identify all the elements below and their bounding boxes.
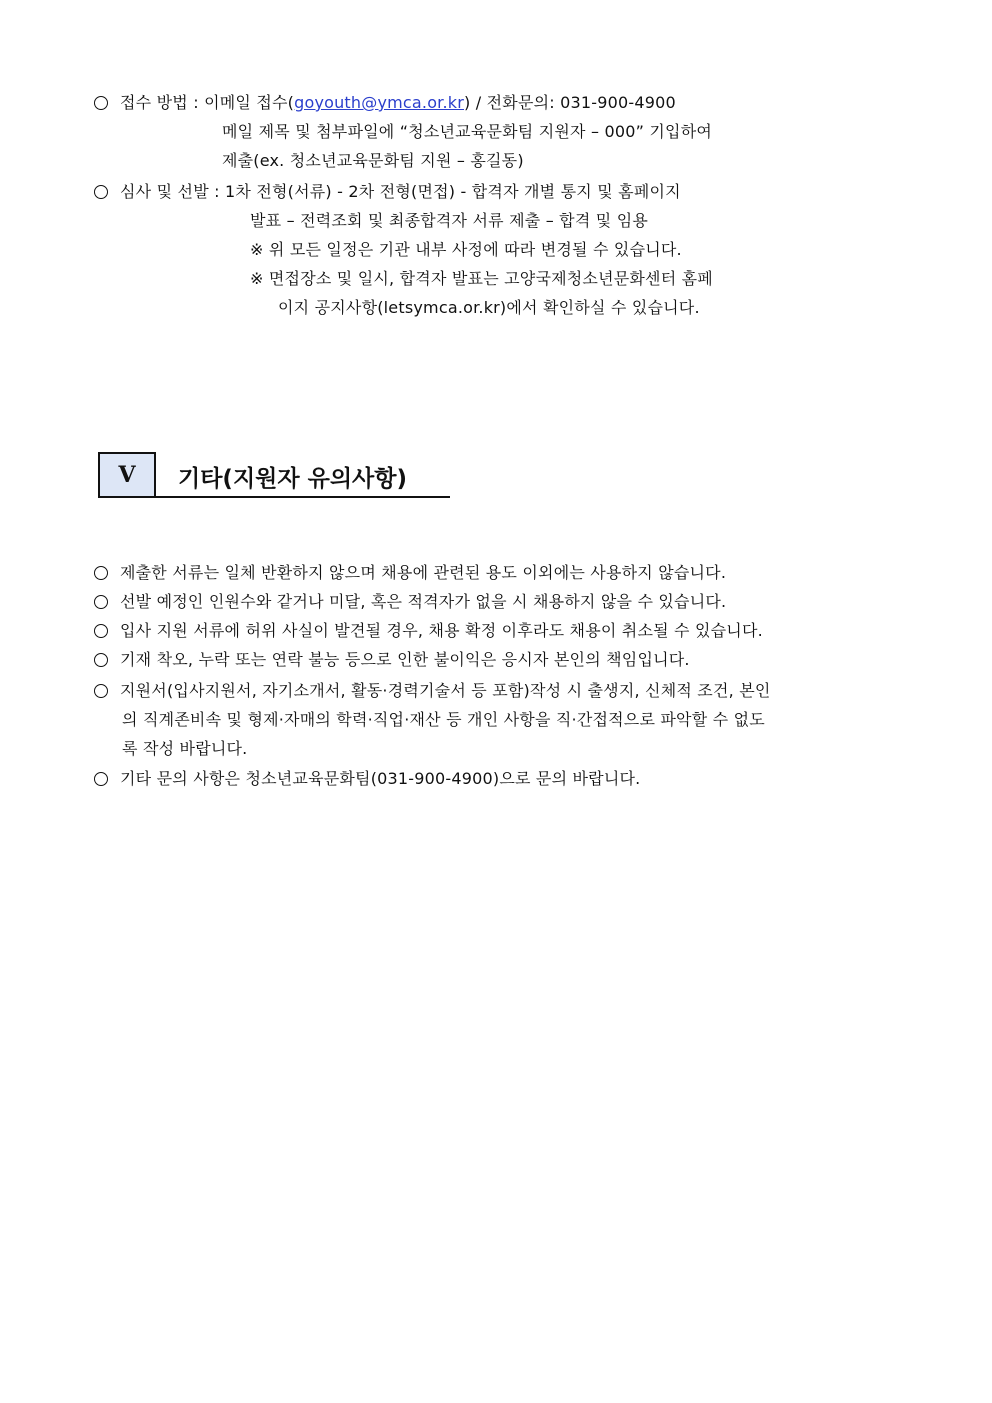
list-item: 선발 예정인 인원수와 같거나 미달, 혹은 적격자가 없을 시 채용하지 않을 수 있습니다.	[94, 591, 726, 613]
circle-bullet-icon	[94, 624, 108, 638]
section-underline	[156, 496, 450, 498]
intake-line-2: 메일 제목 및 첨부파일에 “청소년교육문화팀 지원자 – 000” 기입하여	[222, 122, 713, 141]
circle-bullet-icon	[94, 185, 108, 199]
section-title: 기타(지원자 유의사항)	[178, 466, 407, 492]
circle-bullet-icon	[94, 566, 108, 580]
list-item: 기재 착오, 누락 또는 연락 불능 등으로 인한 불이익은 응시자 본인의 책임입니다.	[94, 649, 690, 671]
section-number: V	[118, 462, 136, 488]
circle-bullet-icon	[94, 595, 108, 609]
announcement-note-1: ※ 면접장소 및 일시, 합격자 발표는 고양국제청소년문화센터 홈페	[250, 269, 713, 288]
intake-method-line	[94, 92, 676, 114]
list-item-continuation: 록 작성 바랍니다.	[122, 739, 248, 758]
circle-bullet-icon	[94, 772, 108, 786]
screening-line-1	[94, 181, 681, 203]
intake-phone: ) / 전화문의: 031-900-4900	[464, 93, 676, 112]
list-item: 기타 문의 사항은 청소년교육문화팀(031-900-4900)으로 문의 바랍니다.	[94, 768, 640, 790]
circle-bullet-icon	[94, 684, 108, 698]
section-number-box	[98, 452, 156, 498]
list-item: 입사 지원 서류에 허위 사실이 발견될 경우, 채용 확정 이후라도 채용이 취소될 수 있습니다.	[94, 620, 763, 642]
circle-bullet-icon	[94, 653, 108, 667]
intake-line-3: 제출(ex. 청소년교육문화팀 지원 – 홍길동)	[222, 151, 524, 170]
list-item: 지원서(입사지원서, 자기소개서, 활동·경력기술서 등 포함)작성 시 출생지, 신체적 조건, 본인	[94, 680, 771, 702]
screening-line-2: 발표 – 전력조회 및 최종합격자 서류 제출 – 합격 및 임용	[250, 211, 649, 230]
email-link[interactable]: goyouth@ymca.or.kr	[294, 93, 465, 112]
circle-bullet-icon	[94, 96, 108, 110]
screening-text: 심사 및 선발 : 1차 전형(서류) - 2차 전형(면접) - 합격자 개별 통지 및 홈페이지	[120, 182, 681, 201]
intake-label: 접수 방법 : 이메일 접수(	[120, 93, 295, 112]
announcement-note-2: 이지 공지사항(letsymca.or.kr)에서 확인하실 수 있습니다.	[278, 298, 700, 317]
schedule-note: ※ 위 모든 일정은 기관 내부 사정에 따라 변경될 수 있습니다.	[250, 240, 682, 259]
list-item: 제출한 서류는 일체 반환하지 않으며 채용에 관련된 용도 이외에는 사용하지 않습니다.	[94, 562, 726, 584]
list-item-continuation: 의 직계존비속 및 형제·자매의 학력·직업·재산 등 개인 사항을 직·간접적으로 파악할 수 없도	[122, 710, 765, 729]
